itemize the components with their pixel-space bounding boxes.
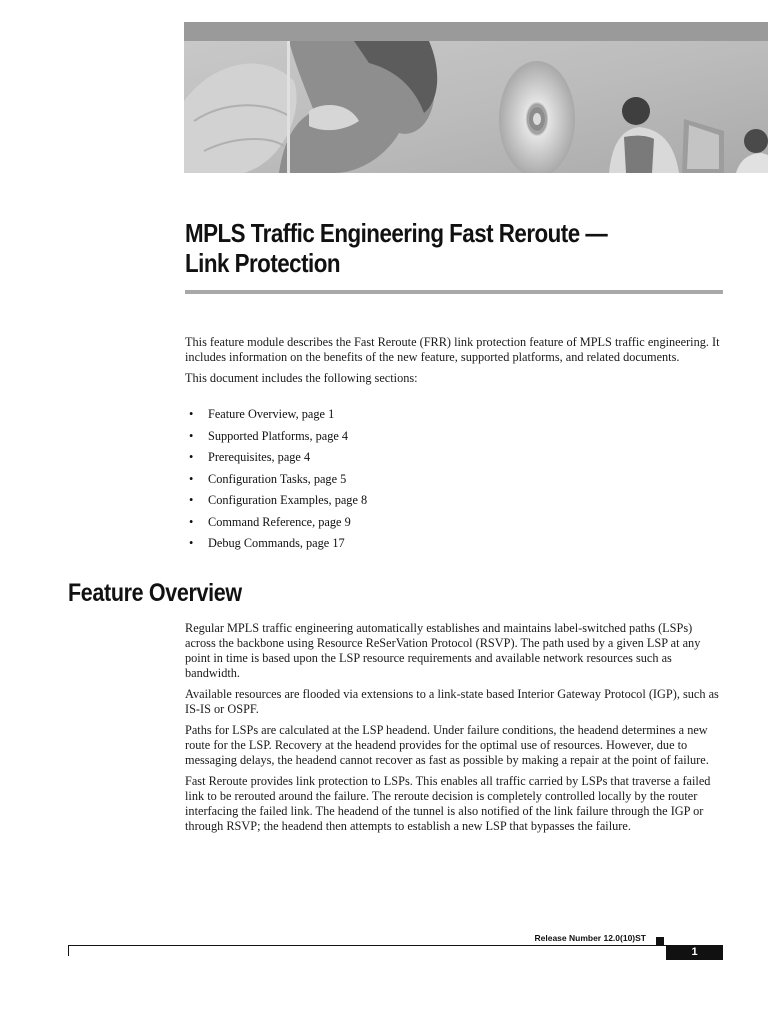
intro-sections-lead: This document includes the following sections:	[185, 371, 418, 385]
title-line-2: Link Protection	[185, 248, 341, 278]
bullet-icon: •	[189, 536, 194, 550]
footer-rule	[68, 945, 666, 946]
bullet-icon: •	[189, 493, 194, 507]
footer-square-marker	[656, 937, 664, 945]
overview-paragraph: Regular MPLS traffic engineering automatically establishes and maintains label-switched paths (LSPs) across the backbone using Resource ReSerVation Protocol (RSVP). The path used by a given LSP at any point in time is based upon the LSP resource requirements and available network resources such as bandwidth.	[185, 621, 701, 680]
toc-item-label: Command Reference, page 9	[208, 514, 351, 529]
intro-paragraph: This feature module describes the Fast Reroute (FRR) link protection feature of MPLS traffic engineering. It includes information on the benefits of the new feature, supported platforms, and related documents.	[185, 335, 720, 364]
banner-artwork	[184, 41, 768, 173]
bullet-icon: •	[189, 428, 194, 443]
bullet-icon: •	[189, 407, 194, 421]
release-number: Release Number 12.0(10)ST	[534, 933, 646, 943]
header-banner	[184, 22, 768, 173]
page-number: 1	[666, 945, 723, 960]
toc-item-label: Configuration Tasks, page 5	[208, 471, 347, 486]
bullet-icon: •	[189, 514, 194, 529]
toc-item-label: Configuration Examples, page 8	[208, 493, 368, 507]
intro-section	[185, 335, 725, 392]
title-line-1: MPLS Traffic Engineering Fast Reroute —	[185, 218, 608, 248]
man-head	[622, 97, 650, 125]
toc-item-command-reference[interactable]	[185, 515, 705, 537]
toc-item-supported-platforms[interactable]	[185, 429, 705, 451]
feature-overview-body	[185, 621, 725, 840]
overview-paragraph: Paths for LSPs are calculated at the LSP headend. Under failure conditions, the headend determines a new route for the LSP. Recovery at the headend provides for the optimal use of resources. However, due to messaging delays, the headend cannot recover as fast as possible by making a repair at the point of failure.	[185, 723, 709, 767]
toc-item-label: Supported Platforms, page 4	[208, 428, 349, 443]
toc-item-label: Prerequisites, page 4	[208, 450, 311, 464]
section-heading-feature-overview: Feature Overview	[68, 579, 242, 607]
toc-item-label: Feature Overview, page 1	[208, 407, 335, 421]
document-title	[185, 218, 649, 278]
toc-item-prerequisites[interactable]	[185, 450, 705, 472]
toc-item-label: Debug Commands, page 17	[208, 536, 345, 550]
toc-item-feature-overview[interactable]	[185, 407, 705, 429]
section-list	[185, 407, 705, 558]
bullet-icon: •	[189, 450, 194, 464]
bullet-icon: •	[189, 471, 194, 486]
footer-tick	[68, 945, 69, 956]
toc-item-configuration-examples[interactable]	[185, 493, 705, 515]
overview-paragraph: Fast Reroute provides link protection to LSPs. This enables all traffic carried by LSPs that traverse a failed link to be rerouted around the failure. The reroute decision is completely controlled locally by the router interfacing the failed link. The headend of the tunnel is also notified of the link failure through the IGP or through RSVP; the headend then attempts to establish a new LSP that bypasses the failure.	[185, 774, 711, 833]
toc-item-configuration-tasks[interactable]	[185, 472, 705, 494]
title-rule	[185, 290, 723, 294]
overview-paragraph: Available resources are flooded via extensions to a link-state based Interior Gateway Protocol (IGP), such as IS-IS or OSPF.	[185, 687, 719, 716]
banner-top-bar	[184, 22, 768, 41]
toc-item-debug-commands[interactable]	[185, 536, 705, 558]
